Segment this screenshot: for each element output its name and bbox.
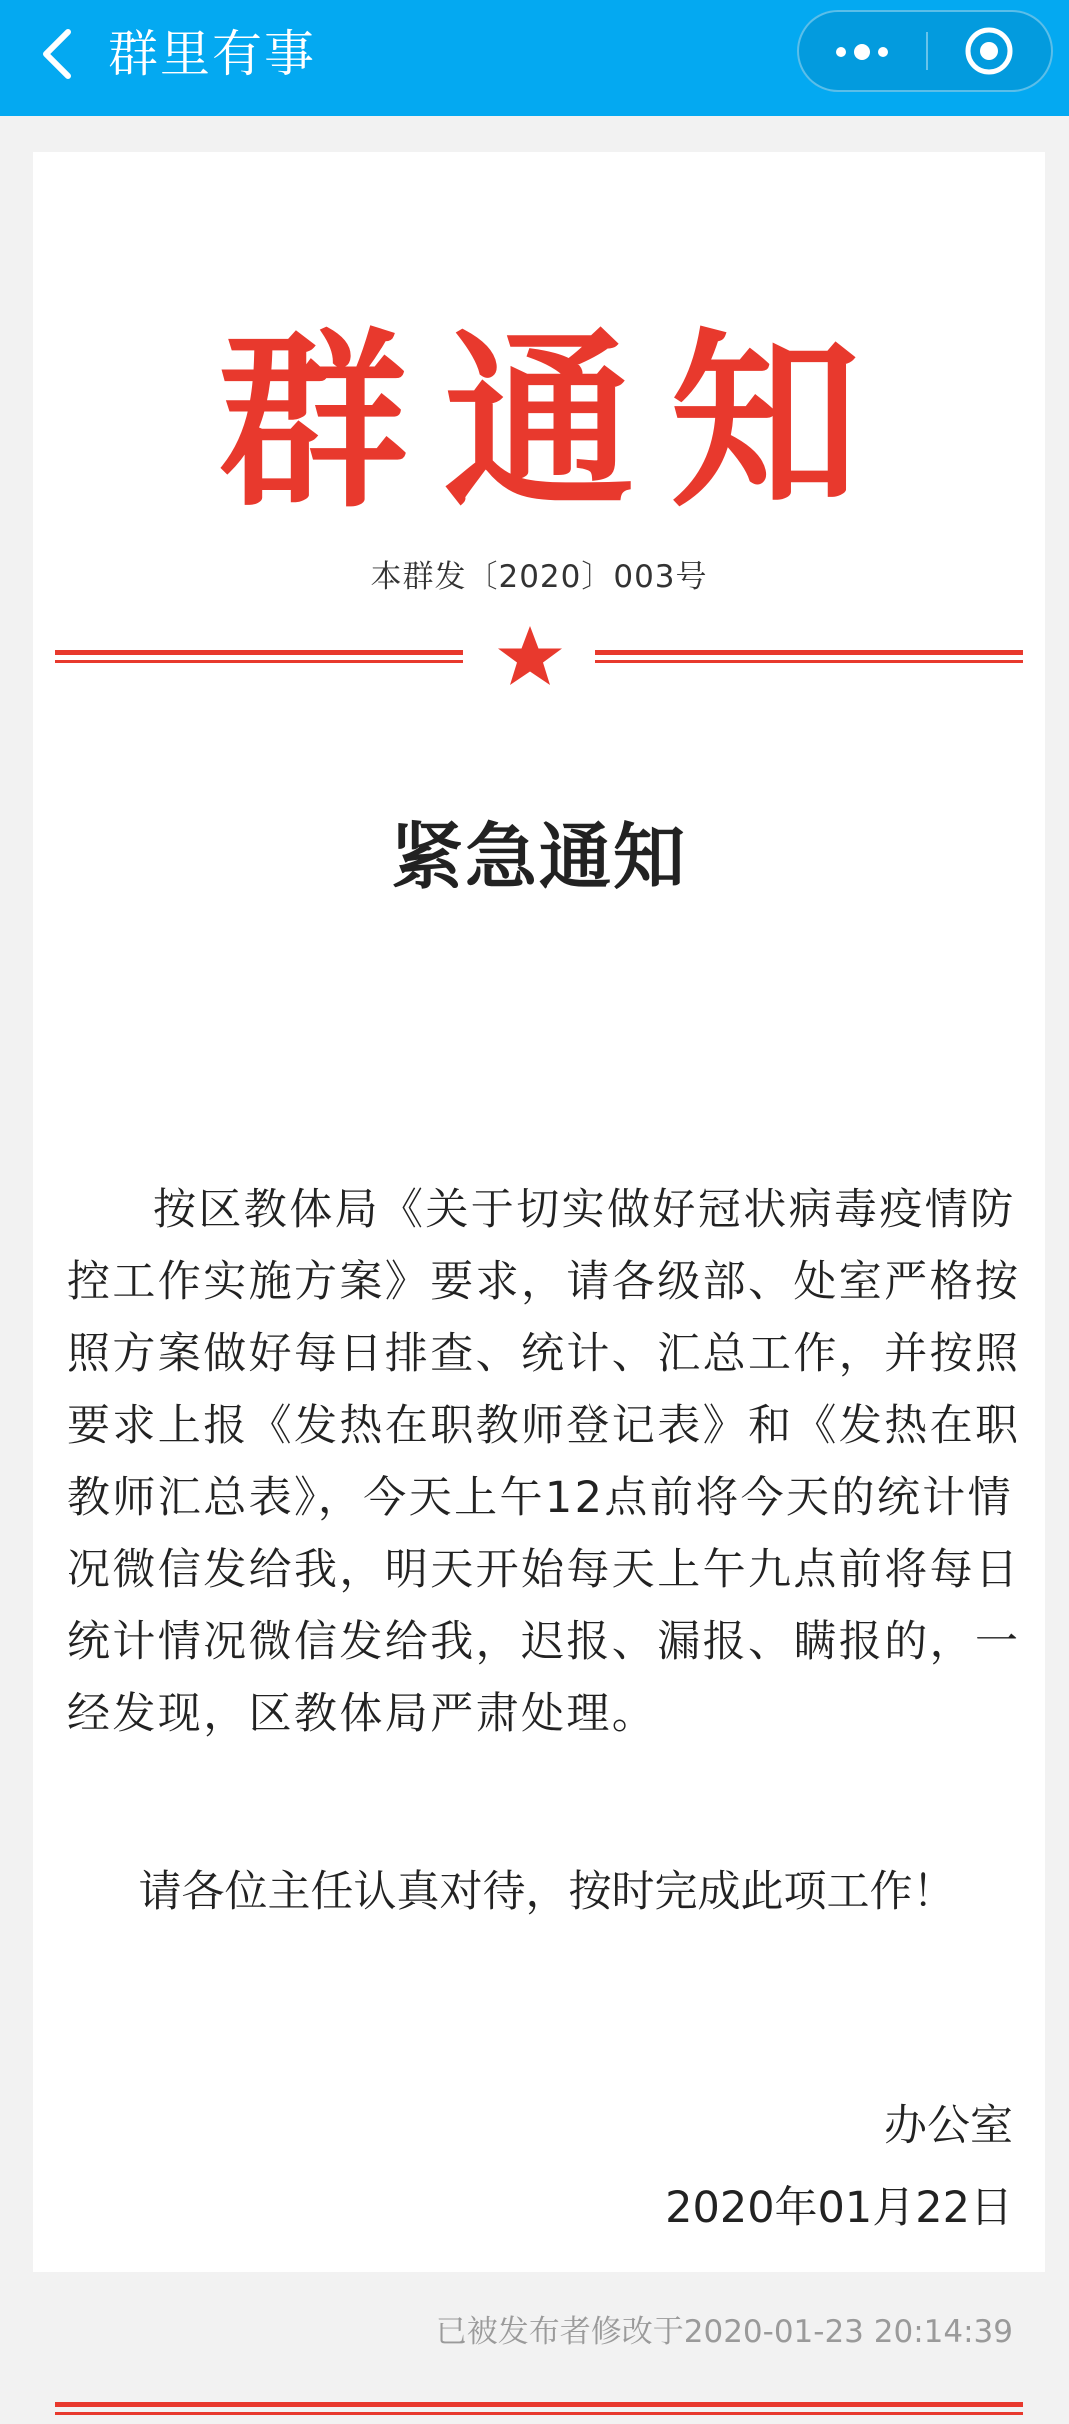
- modified-note: 已被发布者修改于2020-01-23 20:14:39: [435, 2314, 1013, 2350]
- divider-line-right-thick: [595, 650, 1023, 655]
- star-icon: [498, 626, 562, 685]
- mini-program-capsule: [797, 10, 1053, 92]
- document-number: 本群发〔2020〕003号: [370, 559, 708, 595]
- divider-line-right-thin: [595, 660, 1023, 663]
- navbar: [0, 0, 1069, 116]
- notice-card: [33, 152, 1045, 2350]
- footer-line-thin: [55, 2412, 1023, 2415]
- page-title: 群里有事: [108, 25, 316, 83]
- sign-date: 2020年01月22日: [665, 2183, 1013, 2233]
- more-dots-icon: [799, 12, 926, 90]
- footer-divider: [33, 2398, 1045, 2424]
- footer-line-thick: [55, 2402, 1023, 2407]
- signer: 办公室: [884, 2101, 1013, 2151]
- masthead-title: 群通知: [217, 310, 896, 533]
- more-button[interactable]: [799, 12, 926, 90]
- header-divider: [33, 622, 1045, 692]
- back-button[interactable]: [30, 24, 90, 84]
- chevron-left-icon: [30, 24, 90, 84]
- close-button[interactable]: [928, 12, 1051, 90]
- target-circle-icon: [928, 12, 1051, 90]
- divider-line-left-thick: [55, 650, 463, 655]
- divider-line-left-thin: [55, 660, 463, 663]
- notice-body: 按区教体局《关于切实做好冠状病毒疫情防控工作实施方案》要求，请各级部、处室严格按照方案做好每日排查、统计、汇总工作，并按照要求上报《发热在职教师登记表》和《发热在职教师汇总表》，今天上午12点前将今天的统计情况微信发给我，明天开始每天上午九点前将每日统计情况微信发给我，迟报、漏报、瞒报的，一经发现，区教体局严肃处理。: [67, 1185, 1021, 1739]
- closing-line: 请各位主任认真对待，按时完成此项工作！: [138, 1867, 956, 1917]
- notice-title: 紧急通知: [390, 815, 687, 899]
